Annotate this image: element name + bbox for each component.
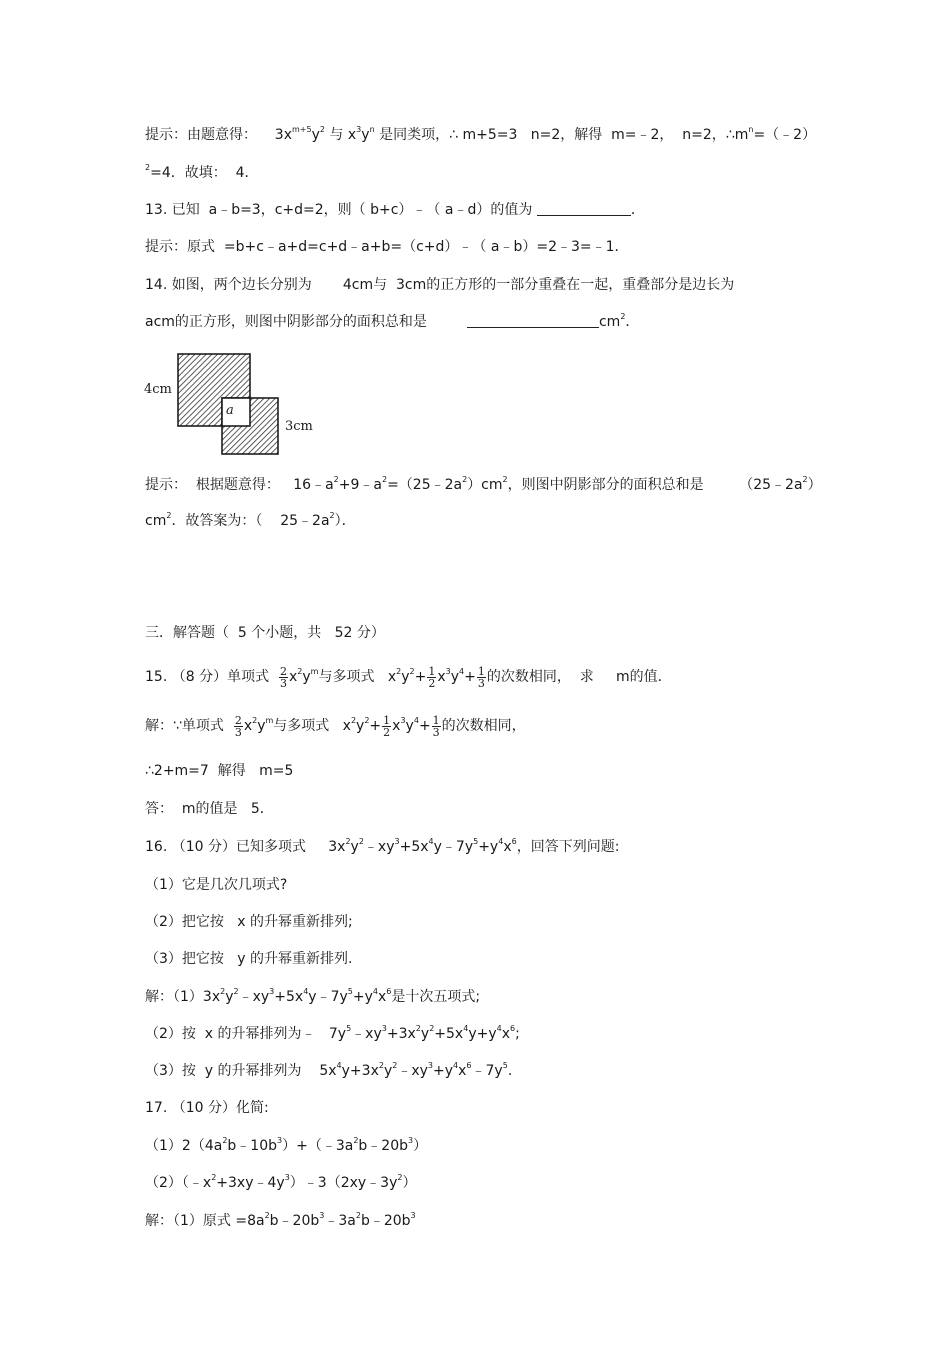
squares-diagram xyxy=(144,348,314,456)
question-16: 16. （10 分）已知多项式 $3x^2y^2﹣xy^3+5x^4y﹣7y^5+y^4x^6$，回答下列问题: xyxy=(145,837,620,855)
hint-14-line2: $cm^2$．故答案为：（ $25﹣2a^2$）． xyxy=(145,511,356,529)
question-14-line1: 14. 如图，两个边长分别为 4cm与 3cm的正方形的一部分重叠在一起，重叠部分是边长为 xyxy=(145,277,735,293)
answer-15: 答： m的值是 5． xyxy=(145,801,274,817)
question-16-part1: （1）它是几次几项式? xyxy=(145,877,288,893)
question-16-part3: （3）把它按 y 的升幂重新排列. xyxy=(145,951,353,967)
hint-12-line2: $^2$=4．故填： 4． xyxy=(145,163,259,181)
hint-13: 提示：原式 =b+c﹣a+d=c+d﹣a+b=（c+d）﹣（ a﹣b）=2﹣3=﹣1． xyxy=(145,239,629,255)
solution-16-part2: （2）按 x 的升幂排列为﹣ $7y^5﹣xy^3+3x^2y^2+5x^4y+y^4x^6$; xyxy=(145,1024,520,1042)
fraction-half: $\frac{1}{2}$ xyxy=(428,664,436,690)
solution-15-line2: ∴2+m=7 解得 m=5 xyxy=(145,763,294,779)
section-3-heading: 三．解答题（ 5 个小题，共 52 分） xyxy=(145,625,385,641)
overlapping-squares-figure xyxy=(144,348,314,456)
question-17-part1: $(1)2(4a^2b﹣10b^3)+(﹣3a^2b﹣20b^3)$ xyxy=(145,1136,428,1154)
question-15: 15. （8 分）单项式 $\frac{2}{3}$ $x^2y^m$与多项式 $x^2y^2+$ $\frac{1}{2}$ $x^3y^4+$ $\frac{1}{3}$ 的次数相同， 求 m的值． xyxy=(145,664,672,690)
label-4cm: 4cm xyxy=(144,382,172,397)
question-16-part2: （2）把它按 x 的升幂重新排列; xyxy=(145,914,353,930)
solution-16-part3: （3）按 y 的升幂排列为 $5x^4y+3x^2y^2﹣xy^3+y^4x^6﹣7y^5$. xyxy=(145,1061,513,1079)
solution-15-line1: 解：∵单项式 $\frac{2}{3}$ $x^2y^m$与多项式 $x^2y^2+$ $\frac{1}{2}$ $x^3y^4+$ $\frac{1}{3}$ 的次数相同， xyxy=(145,713,526,739)
solution-16-part1: 解：$(1)3x^2y^2﹣xy^3+5x^4y﹣7y^5+y^4x^6$是十次五项式; xyxy=(145,987,481,1005)
question-17: 17. （10 分）化简: xyxy=(145,1100,269,1116)
question-17-part2: $(2)(﹣x^2+3xy﹣4y^3)﹣3(2xy﹣3y^2)$ xyxy=(145,1173,417,1191)
fraction-third: $\frac{1}{3}$ xyxy=(477,664,485,690)
question-14-line2: acm的正方形，则图中阴影部分的面积总和是 $cm^2$． xyxy=(145,312,640,330)
hint-14-line1: 提示： 根据题意得： $16﹣a^2+9﹣a^2=(25﹣2a^2)cm^2$，则图中阴影部分的面积总和是 $(25﹣2a^2)$ xyxy=(145,475,822,493)
label-3cm: 3cm xyxy=(285,419,313,434)
hint-12-line1: 提示：由题意得： $3x^{m+5}y^2$ 与 $x^3y^n$ 是同类项，∴ m+5=3 n=2，解得 m=﹣2， n=2，$\therefore m^n=(﹣2)$ xyxy=(145,125,817,143)
label-a: a xyxy=(226,403,234,418)
solution-17-part1: 解：（1）原式 $=8a^2b﹣20b^3﹣3a^2b﹣20b^3$ xyxy=(145,1211,416,1229)
question-13: 13. 已知 a﹣b=3，c+d=2，则（ b+c）﹣（ a﹣d）的值为 ． xyxy=(145,202,645,218)
fraction-two-thirds: $\frac{2}{3}$ xyxy=(279,664,287,690)
